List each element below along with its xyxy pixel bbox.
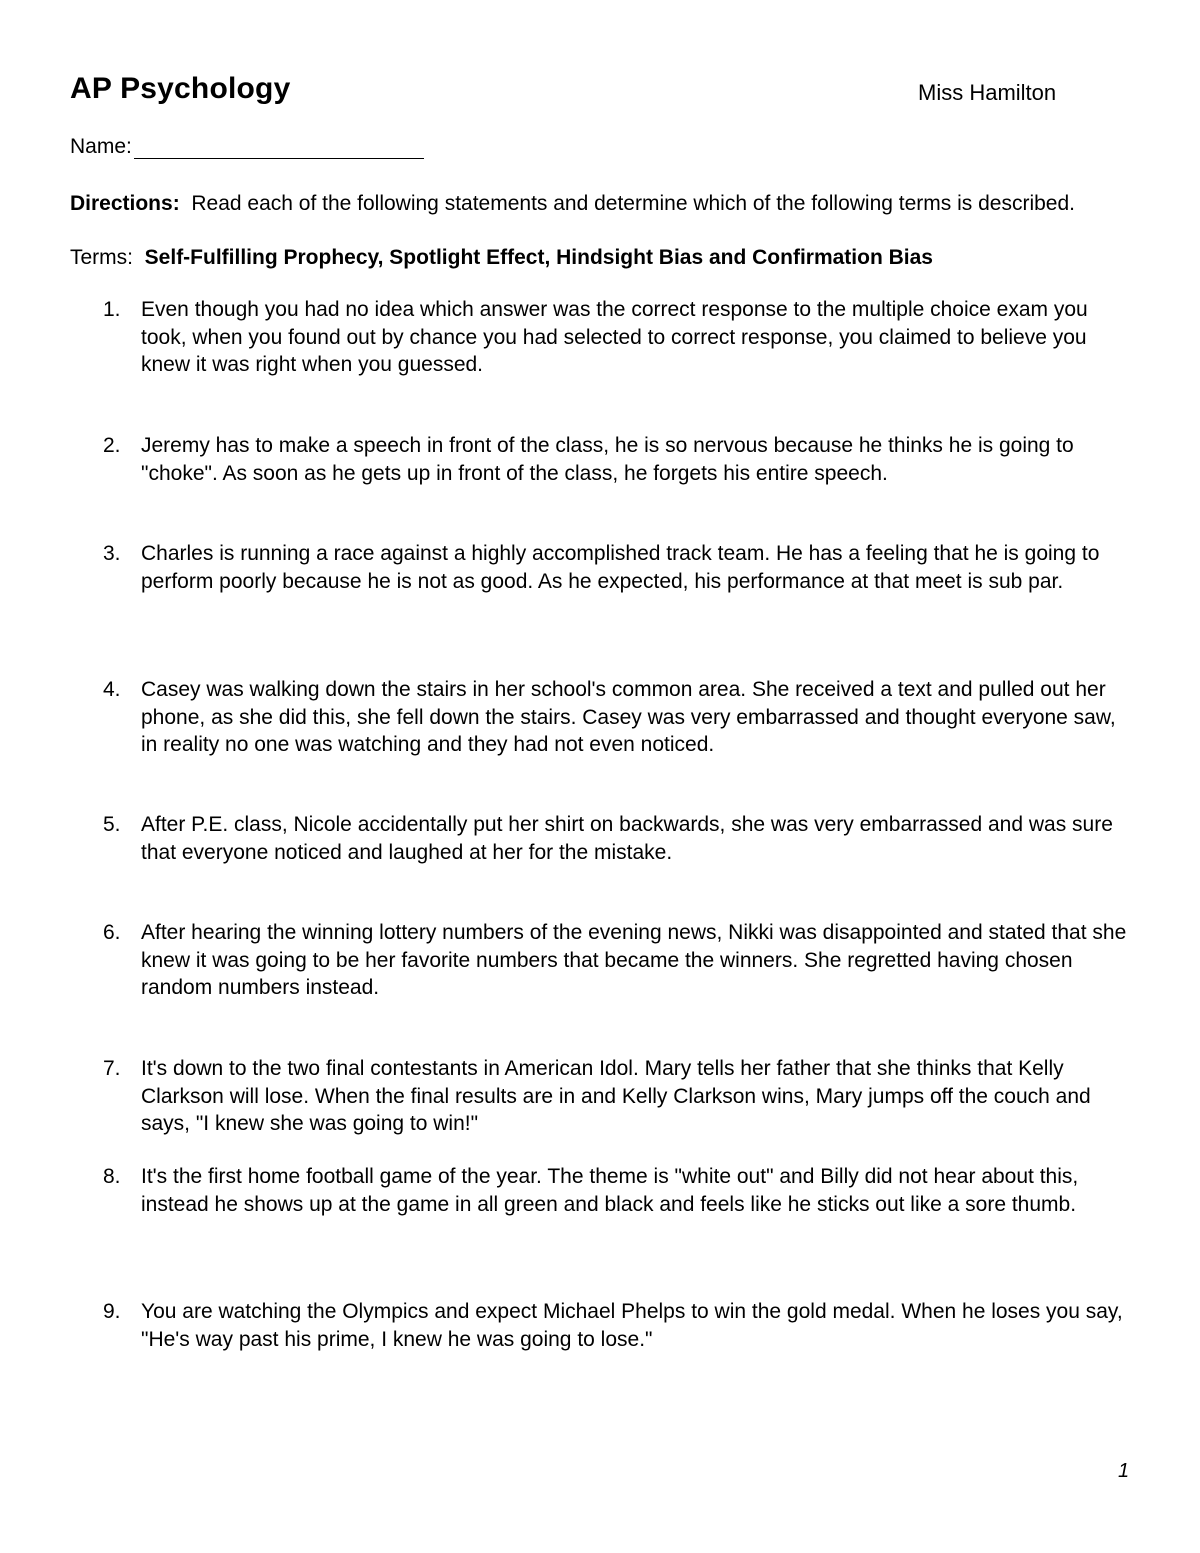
question-number: 3. (103, 542, 121, 565)
question-text: After hearing the winning lottery numbers of the evening news, Nikki was disappointed and stated that she knew it was going to be her favorite numbers that became the winners. She regretted having chosen random numbers instead. (141, 921, 1127, 999)
question-text: Casey was walking down the stairs in her school's common area. She received a text and pulled out her phone, as she did this, she fell down the stairs. Casey was very embarrassed and thought everyone saw, in reality no one was watching and they had not even noticed. (141, 678, 1116, 756)
question-number: 1. (103, 298, 121, 321)
terms-label: Terms: (70, 246, 133, 269)
question-number: 8. (103, 1165, 121, 1188)
question-item (103, 540, 1133, 595)
question-item (103, 919, 1133, 1002)
question-text: It's down to the two final contestants in American Idol. Mary tells her father that she thinks that Kelly Clarkson will lose. When the final results are in and Kelly Clarkson wins, Mary jumps off the couch and says, "I knew she was going to win!" (141, 1057, 1091, 1135)
page-number: 1 (1118, 1460, 1130, 1482)
directions-label: Directions: (70, 192, 180, 215)
question-item (103, 1298, 1133, 1353)
course-title: AP Psychology (70, 72, 291, 105)
question-number: 2. (103, 434, 121, 457)
terms-list: Self-Fulfilling Prophecy, Spotlight Effect, Hindsight Bias and Confirmation Bias (144, 246, 933, 269)
question-item (103, 676, 1133, 759)
question-number: 7. (103, 1057, 121, 1080)
question-text: Even though you had no idea which answer was the correct response to the multiple choice exam you took, when you found out by chance you had selected to correct response, you claimed to believe you knew it was right when you guessed. (141, 298, 1088, 376)
teacher-name: Miss Hamilton (918, 80, 1057, 105)
question-item (103, 1055, 1133, 1138)
directions-text: Read each of the following statements and determine which of the following terms is described. (191, 192, 1075, 215)
question-item (103, 296, 1133, 379)
question-text: You are watching the Olympics and expect Michael Phelps to win the gold medal. When he loses you say, "He's way past his prime, I knew he was going to lose." (141, 1300, 1123, 1351)
question-number: 6. (103, 921, 121, 944)
question-text: Charles is running a race against a highly accomplished track team. He has a feeling that he is going to perform poorly because he is not as good. As he expected, his performance at that meet is sub par. (141, 542, 1100, 593)
question-text: It's the first home football game of the year. The theme is "white out" and Billy did not hear about this, instead he shows up at the game in all green and black and feels like he sticks out like a sore thumb. (141, 1165, 1079, 1216)
question-number: 9. (103, 1300, 121, 1323)
question-text: After P.E. class, Nicole accidentally put her shirt on backwards, she was very embarrassed and was sure that everyone noticed and laughed at her for the mistake. (141, 813, 1113, 864)
question-item (103, 432, 1133, 487)
question-item (103, 1163, 1133, 1218)
question-text: Jeremy has to make a speech in front of the class, he is so nervous because he thinks he is going to "choke". As soon as he gets up in front of the class, he forgets his entire speech. (141, 434, 1074, 485)
question-number: 5. (103, 813, 121, 836)
name-label: Name: (70, 135, 132, 158)
question-number: 4. (103, 678, 121, 701)
question-item (103, 811, 1133, 866)
